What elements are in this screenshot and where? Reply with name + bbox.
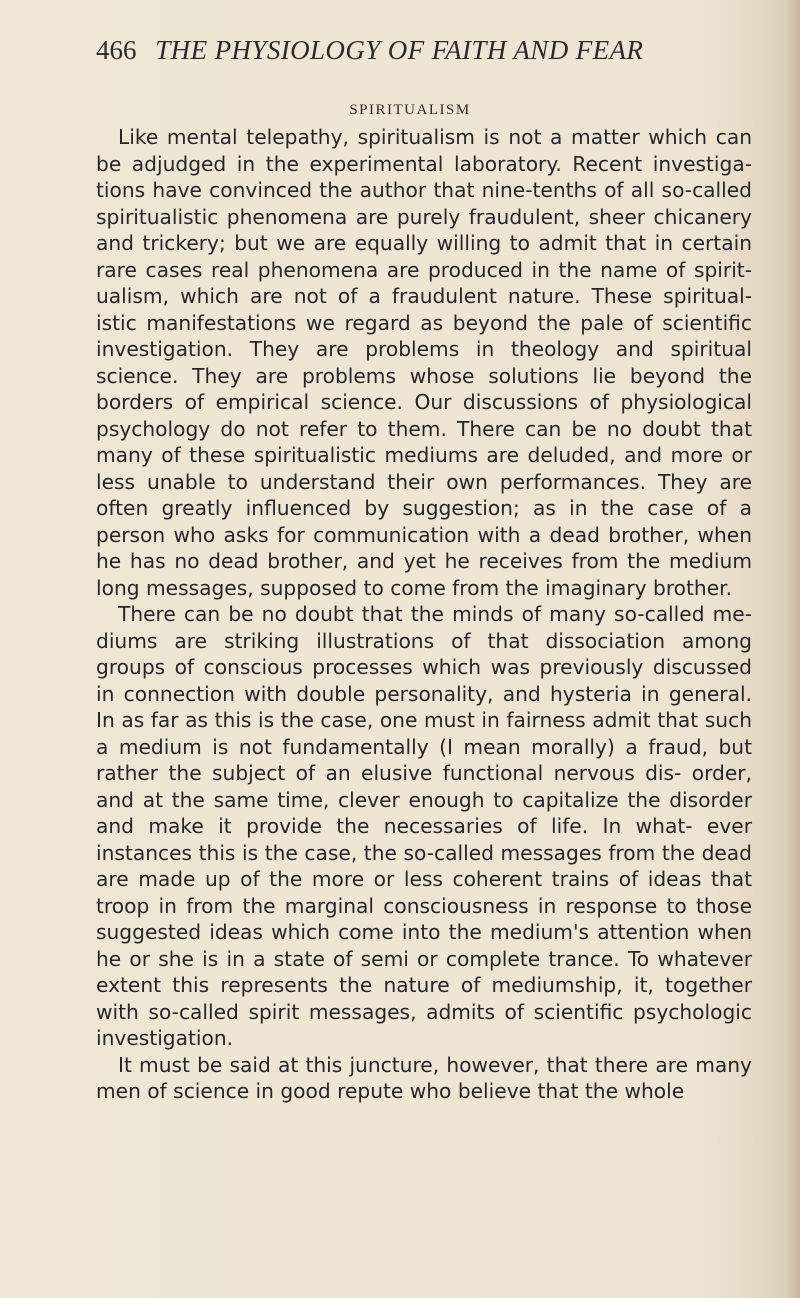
paragraph: There can be no doubt that the minds of many so-called me- diums are striking illustrations of that dissociation among groups of conscious processes which was previously discussed in connection with double personality, and hysteria in general. In as far as this is the case, one must in fairness admit that such a medium is not fundamentally (I mean morally) a fraud, but rather the subject of an elusive functional nervous dis- order, and at the same time, clever enough to capitalize the disorder and make it provide the necessaries of life. In what- ever instances this is the case, the so-called messages from the dead are made up of the more or less coherent trains of ideas that troop in from the marginal consciousness in response to those suggested ideas which come into the medium's attention when he or she is in a state of semi or complete trance. To whatever extent this represents the nature of mediumship, it, together with so-called spirit messages, admits of scientific psychologic investigation. bbox=[96, 602, 752, 1050]
paragraph: Like mental telepathy, spiritualism is not a matter which can be adjudged in the experimental laboratory. Recent investiga- tions have convinced the author that nine-tenths of all so-called spiritualistic phenomena are purely fraudulent, sheer chicanery and trickery; but we are equally willing to admit that in certain rare cases real phenomena are produced in the name of spirit- ualism, which are not of a fraudulent nature. These spiritual- istic manifestations we regard as beyond the pale of scientific investigation. They are problems in theology and spiritual science. They are problems whose solutions lie beyond the borders of empirical science. Our discussions of physiological psychology do not refer to them. There can be no doubt that many of these spiritualistic mediums are deluded, and more or less unable to understand their own performances. They are often greatly influenced by suggestion; as in the case of a person who asks for communication with a dead brother, when he has no dead brother, and yet he receives from the medium long messages, supposed to come from the imaginary brother. bbox=[96, 125, 752, 600]
paragraph: It must be said at this juncture, however, that there are many men of science in good repute who believe that the whole bbox=[96, 1052, 752, 1103]
page-header bbox=[96, 34, 716, 70]
page-number: 466 bbox=[96, 35, 137, 65]
body-text bbox=[96, 124, 752, 1105]
page-edge-shadow bbox=[786, 0, 800, 1298]
section-heading: SPIRITUALISM bbox=[349, 102, 471, 118]
running-title: THE PHYSIOLOGY OF FAITH AND FEAR bbox=[155, 35, 644, 65]
